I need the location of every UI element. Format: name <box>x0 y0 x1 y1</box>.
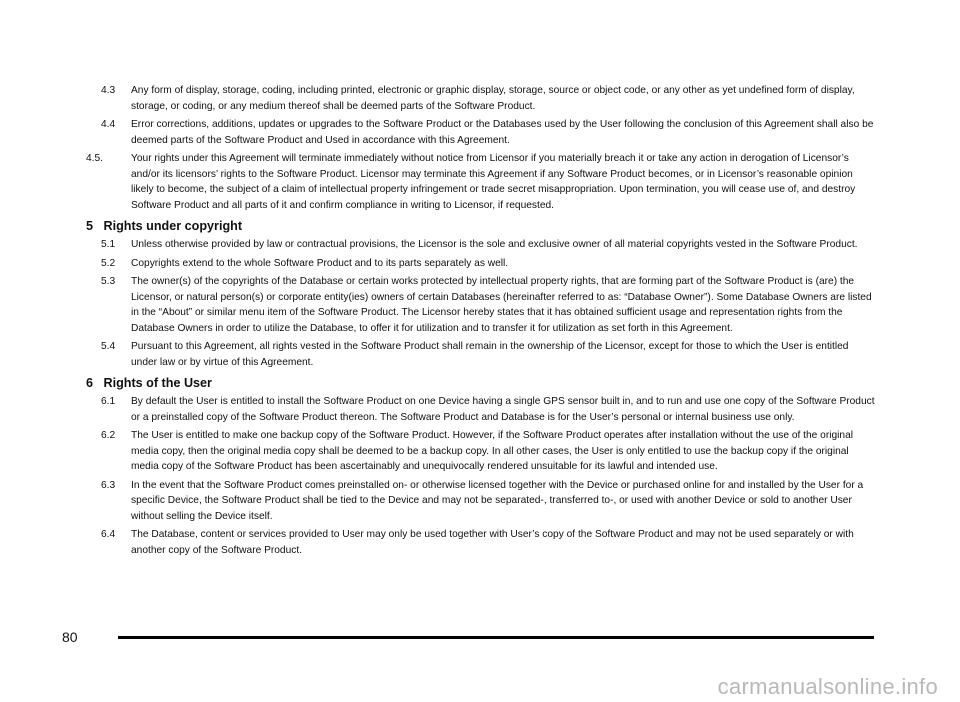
clause-6-1 <box>86 394 876 425</box>
section-5-heading <box>86 218 876 234</box>
clause-5-2 <box>86 256 876 272</box>
clause-number: 6.1 <box>101 396 116 407</box>
clause-6-3 <box>86 478 876 525</box>
clause-4-3 <box>86 83 876 114</box>
clause-4-5 <box>86 151 876 213</box>
clause-4-4 <box>86 117 876 148</box>
section-title: Rights of the User <box>103 376 212 390</box>
clause-text: The owner(s) of the copyrights of the Database or certain works protected by intellectual property rights, that are forming part of the Software Product is (are) the Licensor, or natural person(s) or corporate entity(ies) owners of certain Databases (hereinafter referred to as: “Database Owner”). Some Database Owners are listed in the “About” or similar menu item of the Software Product. The Licensor hereby states that it has obtained sufficient usage and representation rights from the Database Owners in order to utilize the Database, to offer it for utilization and to transfer it for utilization as set forth in this Agreement. <box>131 276 872 334</box>
clause-number: 6.3 <box>101 479 116 491</box>
section-title: Rights under copyright <box>103 219 243 233</box>
section-number: 5 <box>86 219 94 233</box>
clause-number: 4.5. <box>86 153 103 164</box>
clause-text: The Database, content or services provided to User may only be used together with User’s copy of the Software Product and may not be used separately or with another copy of the Software Product. <box>131 529 854 556</box>
clause-text: Any form of display, storage, coding, including printed, electronic or graphic display, storage, source or object code, or any other as yet undefined form of display, storage, or coding, or any medium thereof shall be deemed parts of the Software Product. <box>131 85 855 112</box>
clause-6-4 <box>86 527 876 558</box>
clause-number: 5.2 <box>101 257 116 269</box>
clause-text: Your rights under this Agreement will terminate immediately without notice from Licensor if you materially breach it or take any action in derogation of Licensor’s and/or its licensors’ rights to the Software Product. Licensor may terminate this Agreement if any Software Product becomes, or in Licensor’s reasonable opinion likely to become, the subject of a claim of intellectual property infringement or trade secret misappropriation. Upon termination, you will cease use of, and destroy Software Product and all parts of it and confirm compliance in writing to Licensor, if requested. <box>131 153 856 211</box>
section-6-heading <box>86 375 876 391</box>
footer-rule <box>118 636 874 639</box>
clause-text: By default the User is entitled to install the Software Product on one Device having a single GPS sensor built in, and to run and use one copy of the Software Product or a preinstalled copy of the Software Product thereon. The Software Product and Database is for the User’s personal or internal business use only. <box>131 396 875 423</box>
clause-number: 5.4 <box>101 341 116 352</box>
clause-number: 5.3 <box>101 276 116 287</box>
clause-number: 6.4 <box>101 529 116 540</box>
clause-5-4 <box>86 339 876 370</box>
clause-text: In the event that the Software Product comes preinstalled on- or otherwise licensed together with the Device or purchased online for and installed by the User for a specific Device, the Software Product shall be tied to the Device and may not be separated-, transferred to-, or used with another Device or sold to another User without selling the Device itself. <box>131 479 864 522</box>
clause-5-1 <box>86 237 876 253</box>
clause-text: Copyrights extend to the whole Software Product and to its parts separately as well. <box>131 257 509 269</box>
section-number: 6 <box>86 376 94 390</box>
clause-number: 4.4 <box>101 119 116 130</box>
clause-5-3 <box>86 274 876 336</box>
clause-text: Unless otherwise provided by law or contractual provisions, the Licensor is the sole and exclusive owner of all material copyrights vested in the Software Product. <box>131 239 858 250</box>
watermark: carmanualsonline.info <box>717 674 938 699</box>
clause-number: 6.2 <box>101 430 116 441</box>
clause-text: Error corrections, additions, updates or upgrades to the Software Product or the Databases used by the User following the conclusion of this Agreement shall also be deemed parts of the Software Product and Used in accordance with this Agreement. <box>131 119 874 146</box>
clause-text: Pursuant to this Agreement, all rights vested in the Software Product shall remain in the ownership of the Licensor, except for those to which the User is entitled under law or by virtue of this Agreement. <box>131 341 849 368</box>
clause-text: The User is entitled to make one backup copy of the Software Product. However, if the Software Product operates after installation without the use of the original media copy, then the original media copy shall be deemed to be a backup copy. In all other cases, the User is only entitled to use the backup copy if the original media copy of the Software Product has been ascertainably and unequivocally rendered unsuitable for its lawful and intended use. <box>131 430 854 472</box>
clause-number: 4.3 <box>101 85 116 96</box>
page-number: 80 <box>62 629 78 645</box>
clause-6-2 <box>86 428 876 475</box>
clause-number: 5.1 <box>101 239 116 250</box>
document-body <box>86 83 876 561</box>
